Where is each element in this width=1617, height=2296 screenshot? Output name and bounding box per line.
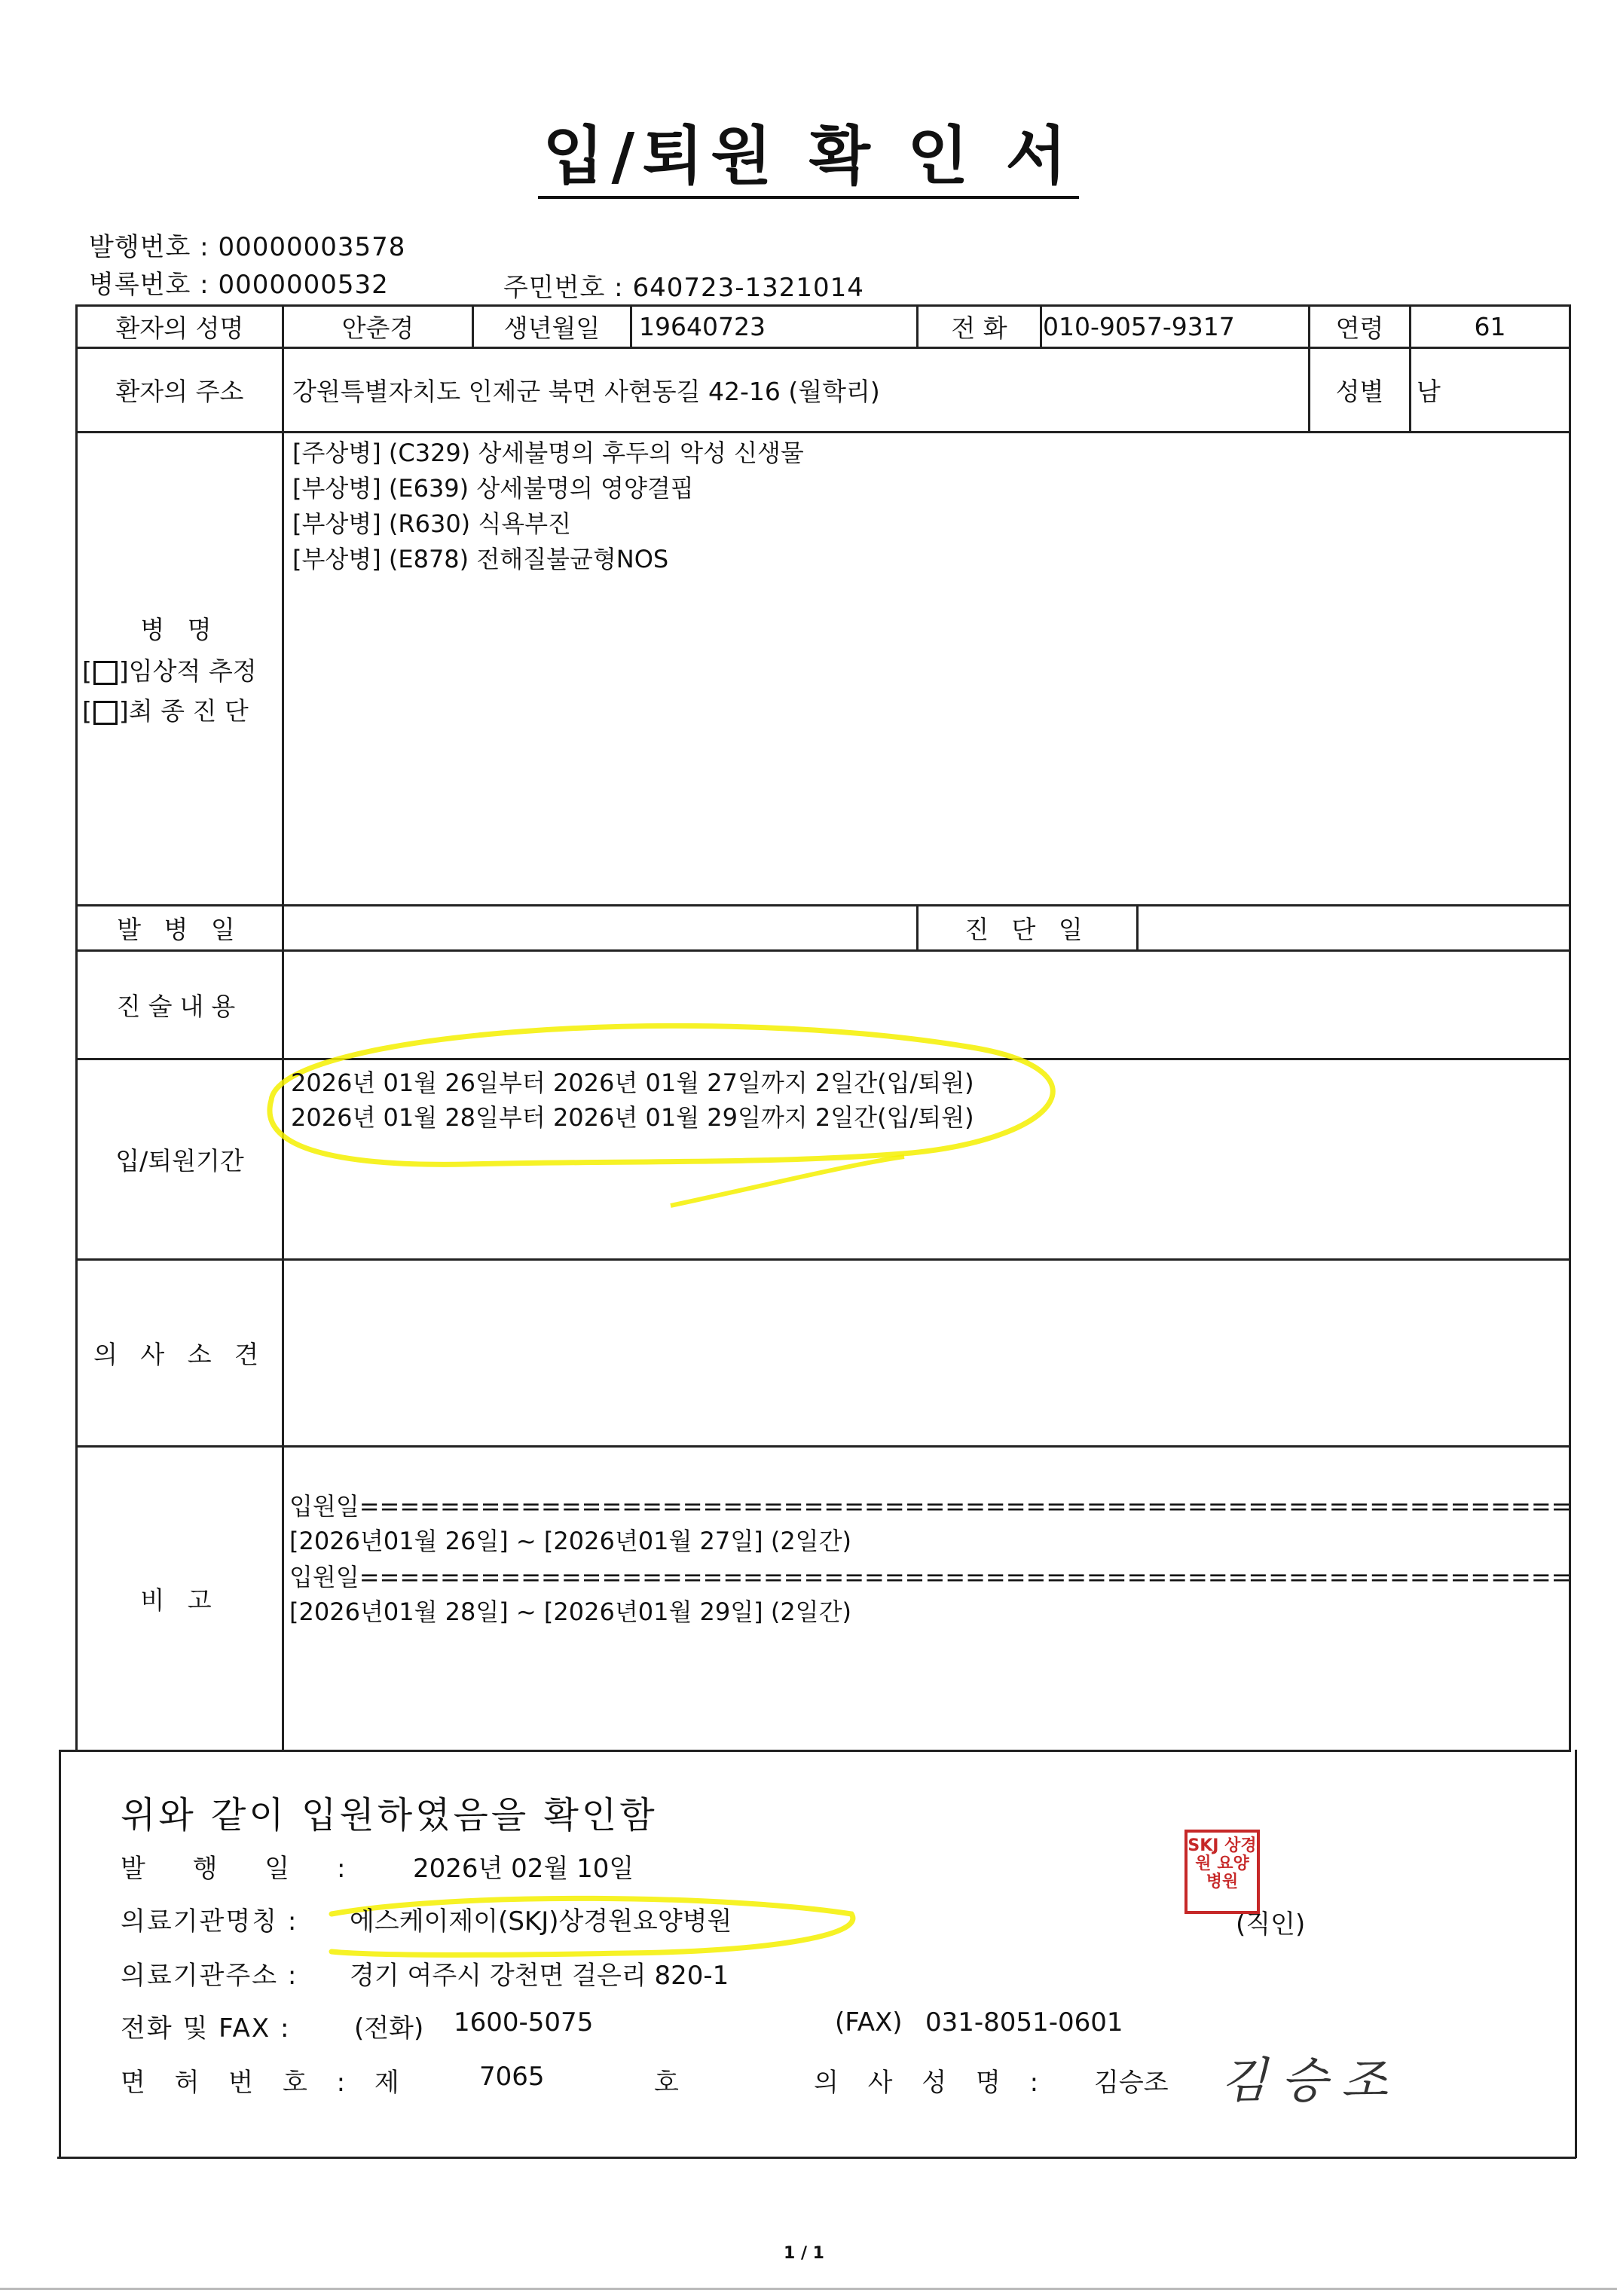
- hospital-name: 에스케이제이(SKJ)상경원요양병원: [350, 1906, 732, 1937]
- doctor-name-label: 의 사 성 명 :: [814, 2068, 1050, 2098]
- hospital-phone-label: (전화): [354, 2013, 424, 2044]
- address-label: 환자의 주소: [115, 377, 244, 406]
- diagnosis-date-label: 진 단 일: [964, 915, 1090, 944]
- hospital-address-label: 의료기관주소 :: [121, 1961, 298, 1991]
- record-number: 병록번호 : 0000000532: [89, 270, 389, 300]
- page-number: 1 / 1: [784, 2244, 824, 2263]
- license-label: 면 허 번 호 : 제: [121, 2068, 410, 2098]
- hospital-fax-label: (FAX): [835, 2007, 903, 2038]
- patient-name-label: 환자의 성명: [115, 313, 244, 343]
- scan-edge: [0, 2288, 1617, 2290]
- patient-sex: 남: [1417, 377, 1441, 406]
- final-diagnosis-option: [ ]최 종 진 단: [82, 696, 249, 726]
- issue-date: 2026년 02월 10일: [413, 1854, 634, 1884]
- patient-address: 강원특별자치도 인제군 북면 사현동길 42-16 (월학리): [292, 377, 880, 406]
- age-label: 연령: [1335, 313, 1384, 343]
- statement-label: 진술내용: [116, 992, 243, 1021]
- final-checkbox[interactable]: [93, 701, 118, 725]
- clinical-checkbox[interactable]: [93, 661, 118, 685]
- doctor-opinion: [292, 1261, 1566, 1445]
- resident-number: 주민번호 : 640723-1321014: [503, 273, 864, 303]
- seal-label: (직인): [1236, 1909, 1306, 1940]
- confirmation-text: 위와 같이 입원하였음을 확인함: [121, 1794, 658, 1836]
- diagnosis-label: 병 명: [140, 615, 219, 644]
- remarks-label: 비 고: [140, 1585, 219, 1615]
- remarks-line: [2026년01월 26일] ~ [2026년01월 27일] (2일간): [289, 1527, 851, 1555]
- birth-label: 생년월일: [503, 313, 601, 343]
- patient-phone: 010-9057-9317: [1043, 312, 1235, 341]
- period-label: 입/퇴원기간: [115, 1146, 244, 1176]
- issue-date-label: 발 행 일 :: [121, 1854, 365, 1884]
- license-suffix: 호: [654, 2068, 679, 2098]
- diagnosis-item: [주상병] (C329) 상세불명의 후두의 악성 신생물: [292, 439, 804, 467]
- hospital-fax: 031-8051-0601: [925, 2007, 1123, 2038]
- hospital-seal-stamp: SKJ 상경원 요양병원: [1184, 1830, 1260, 1914]
- phone-fax-label: 전화 및 FAX :: [121, 2013, 291, 2044]
- license-number: 7065: [479, 2062, 545, 2092]
- period-line: 2026년 01월 28일부터 2026년 01월 29일까지 2일간(입/퇴원): [291, 1103, 974, 1132]
- diagnosis-item: [부상병] (E878) 전해질불균형NOS: [292, 545, 669, 573]
- remarks-line: 입원일============================================================: [289, 1492, 1572, 1521]
- remarks-line: 입원일============================================================: [289, 1563, 1572, 1591]
- document-title: 입/퇴원 확 인 서: [0, 105, 1617, 197]
- hospital-name-label: 의료기관명칭 :: [121, 1906, 298, 1937]
- period-line: 2026년 01월 26일부터 2026년 01월 27일까지 2일간(입/퇴원): [291, 1069, 974, 1097]
- hospital-phone: 1600-5075: [454, 2007, 594, 2038]
- issue-number: 발행번호 : 00000003578: [89, 232, 406, 262]
- birth-date: 19640723: [639, 312, 766, 341]
- patient-age: 61: [1474, 312, 1506, 341]
- patient-name: 안춘경: [341, 313, 414, 343]
- sex-label: 성별: [1335, 377, 1384, 406]
- opinion-label: 의 사 소 견: [93, 1340, 266, 1369]
- diagnosis-date: [1145, 906, 1567, 949]
- doctor-name: 김승조: [1094, 2068, 1169, 2098]
- phone-label: 전 화: [951, 313, 1007, 343]
- diagnosis-label-block: [78, 610, 282, 727]
- remarks-line: [2026년01월 28일] ~ [2026년01월 29일] (2일간): [289, 1597, 851, 1626]
- diagnosis-item: [부상병] (R630) 식욕부진: [292, 509, 571, 538]
- hospital-address: 경기 여주시 강천면 걸은리 820-1: [350, 1961, 729, 1991]
- doctor-signature: 김승조: [1221, 2053, 1402, 2109]
- onset-label: 발 병 일: [117, 915, 243, 944]
- diagnosis-item: [부상병] (E639) 상세불명의 영양결핍: [292, 474, 694, 503]
- onset-date: [292, 906, 910, 949]
- clinical-estimate-option: [ ]임상적 추정: [82, 656, 257, 686]
